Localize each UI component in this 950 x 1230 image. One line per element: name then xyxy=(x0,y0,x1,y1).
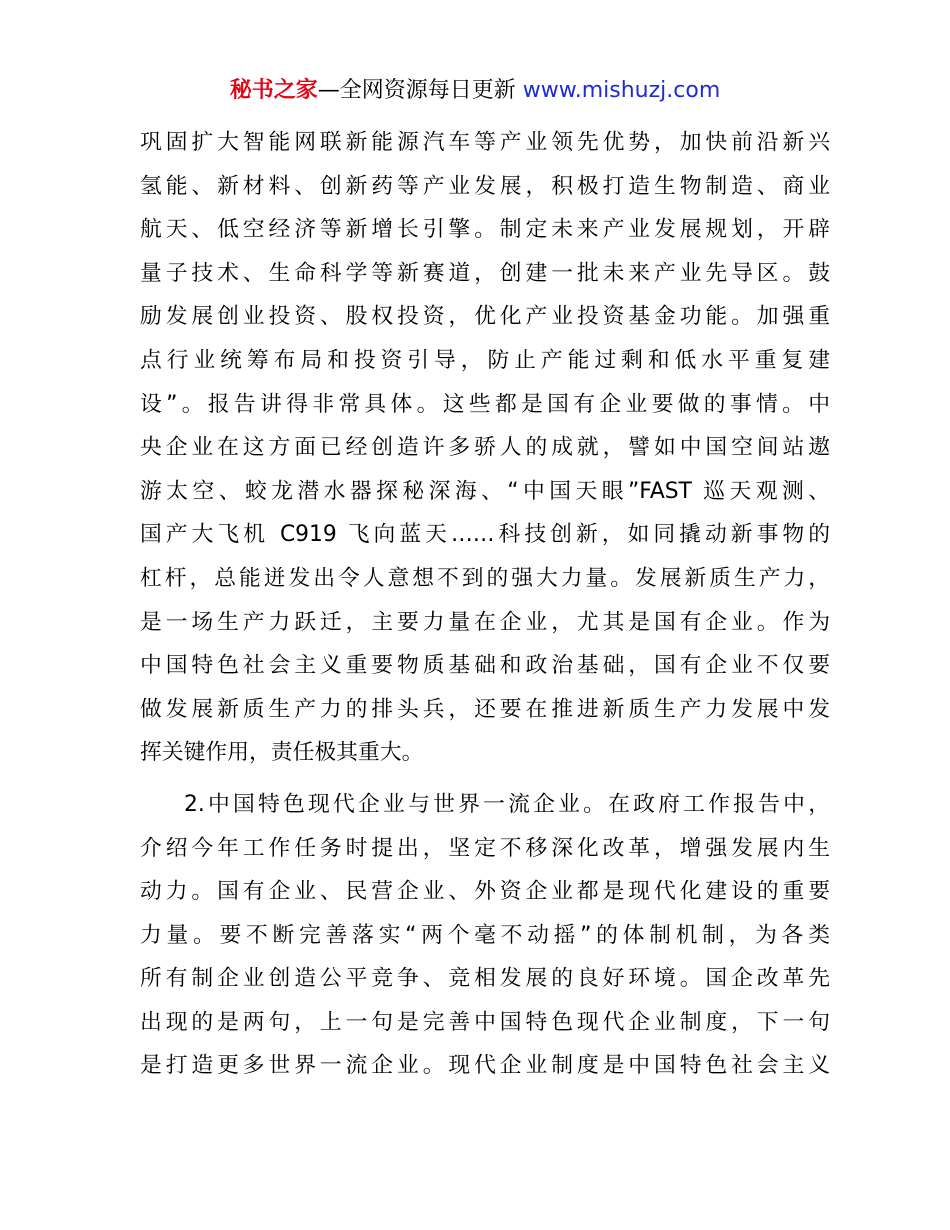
paragraph-line: 是打造更多世界一流企业。现代企业制度是中国特色社会主义 xyxy=(140,1053,830,1079)
paragraph-line: 设”。报告讲得非常具体。这些都是国有企业要做的事情。中 xyxy=(140,391,830,417)
site-tagline: —全网资源每日更新 xyxy=(317,78,523,103)
paragraph-2 xyxy=(140,783,830,1088)
paragraph-line: 氢能、新材料、创新药等产业发展，积极打造生物制造、商业 xyxy=(140,173,830,199)
paragraph-line: 航天、低空经济等新增长引擎。制定未来产业发展规划，开辟 xyxy=(140,217,830,243)
paragraph-line: 国产大飞机 C919 飞向蓝天……科技创新，如同撬动新事物的 xyxy=(140,522,830,548)
paragraph-line: 介绍今年工作任务时提出，坚定不移深化改革，增强发展内生 xyxy=(140,835,830,861)
paragraph-line: 央企业在这方面已经创造许多骄人的成就，譬如中国空间站遨 xyxy=(140,435,830,461)
paragraph-line: 所有制企业创造公平竞争、竞相发展的良好环境。国企改革先 xyxy=(140,966,830,992)
document-body xyxy=(140,121,830,1088)
paragraph-1 xyxy=(140,121,830,775)
paragraph-line: 励发展创业投资、股权投资，优化产业投资基金功能。加强重 xyxy=(140,304,830,330)
site-header xyxy=(0,76,950,106)
paragraph-line: 杠杆，总能迸发出令人意想不到的强大力量。发展新质生产力， xyxy=(140,565,830,591)
paragraph-line: 动力。国有企业、民营企业、外资企业都是现代化建设的重要 xyxy=(140,879,830,905)
site-url-link[interactable]: www.mishuzj.com xyxy=(522,78,721,103)
paragraph-line: 游太空、蛟龙潜水器探秘深海、“中国天眼”FAST 巡天观测、 xyxy=(140,478,830,504)
paragraph-line: 出现的是两句，上一句是完善中国特色现代企业制度，下一句 xyxy=(140,1009,830,1035)
paragraph-line: 力量。要不断完善落实“两个毫不动摇”的体制机制，为各类 xyxy=(140,922,830,948)
paragraph-line: 中国特色社会主义重要物质基础和政治基础，国有企业不仅要 xyxy=(140,653,830,679)
paragraph-line: 挥关键作用，责任极其重大。 xyxy=(140,740,424,766)
paragraph-line: 是一场生产力跃迁，主要力量在企业，尤其是国有企业。作为 xyxy=(140,609,830,635)
paragraph-line: 2.中国特色现代企业与世界一流企业。在政府工作报告中， xyxy=(184,791,830,817)
paragraph-line: 量子技术、生命科学等新赛道，创建一批未来产业先导区。鼓 xyxy=(140,260,830,286)
site-brand: 秘书之家 xyxy=(229,78,318,103)
paragraph-line: 点行业统筹布局和投资引导，防止产能过剩和低水平重复建 xyxy=(140,347,830,373)
paragraph-line: 巩固扩大智能网联新能源汽车等产业领先优势，加快前沿新兴 xyxy=(140,130,830,155)
paragraph-line: 做发展新质生产力的排头兵，还要在推进新质生产力发展中发 xyxy=(140,696,830,722)
